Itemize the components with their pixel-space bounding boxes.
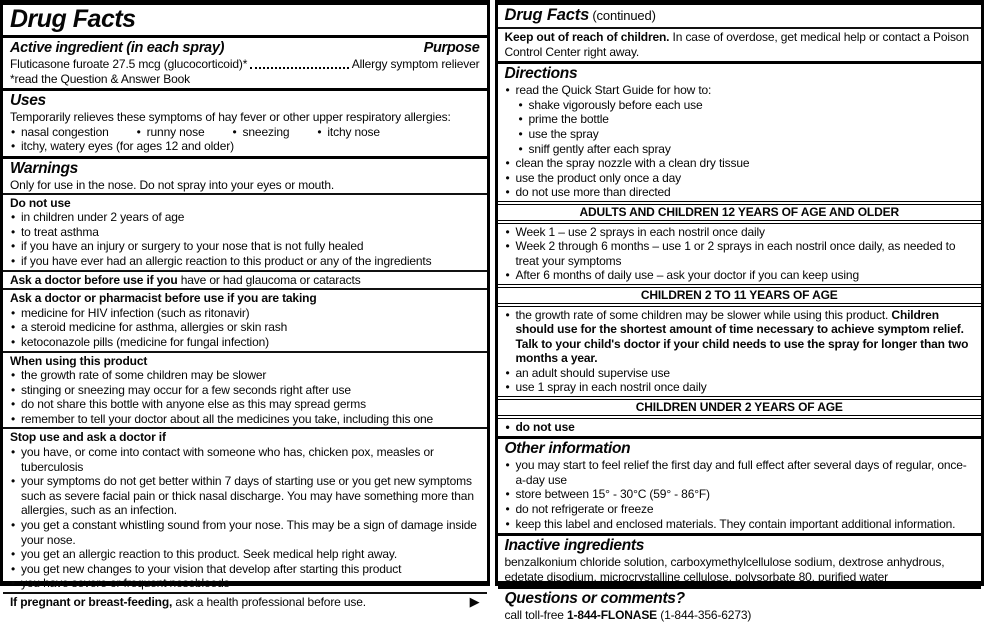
questions-section — [498, 586, 982, 625]
other-information-section — [498, 436, 982, 533]
bullet-item: • ketoconazole pills (medicine for fungal infection) — [10, 335, 480, 350]
questions-phone-line — [505, 608, 975, 623]
bullet-item: • if you have an injury or surgery to your nose that is not fully healed — [10, 239, 480, 254]
questions-heading: Questions or comments? — [505, 590, 975, 608]
pregnant-text — [10, 595, 366, 610]
bullet-item: • if you have ever had an allergic reaction to this product or any of the ingredients — [10, 254, 480, 269]
bullet-item: • you get a constant whistling sound from your nose. This may be a sign of damage inside your nose. — [10, 518, 480, 547]
bullet-item: • in children under 2 years of age — [10, 210, 480, 225]
adults-age-header: ADULTS AND CHILDREN 12 YEARS OF AGE AND OLDER — [498, 201, 982, 224]
purpose-value: Allergy symptom reliever — [352, 57, 480, 72]
inactive-ingredients-section — [498, 533, 982, 586]
bullet-item: • stinging or sneezing may occur for a few seconds right after use — [10, 383, 480, 398]
bullet-item: • nasal congestion — [10, 125, 109, 140]
bullet-item: • do not use — [505, 420, 975, 435]
bullet-item: • runny nose — [136, 125, 205, 140]
inactive-ingredients-heading: Inactive ingredients — [505, 537, 975, 555]
keep-out-rest: In case of overdose, get medical help or contact a Poison Control Center right away. — [505, 30, 969, 59]
bullet-item: • Week 1 – use 2 sprays in each nostril once daily — [505, 225, 975, 240]
bullet-item: • medicine for HIV infection (such as ritonavir) — [10, 306, 480, 321]
other-information-heading: Other information — [505, 440, 975, 458]
bullet-item: • Week 2 through 6 months – use 1 or 2 sprays in each nostril once daily, as needed to treat your symptoms — [505, 239, 975, 268]
page-title: Drug Facts — [10, 6, 480, 33]
bullet-item: • clean the spray nozzle with a clean dry tissue — [505, 156, 975, 171]
ask-pharmacist-subsection — [3, 288, 487, 350]
right-panel — [495, 0, 984, 586]
children-2-11-header: CHILDREN 2 TO 11 YEARS OF AGE — [498, 284, 982, 307]
uses-intro: Temporarily relieves these symptoms of hay fever or other upper respiratory allergies: — [10, 110, 480, 125]
bullet-item: • After 6 months of daily use – ask your doctor if you can keep using — [505, 268, 975, 283]
bullet-item: • sneezing — [232, 125, 290, 140]
pregnant-rest: ask a health professional before use. — [175, 595, 366, 609]
ask-doctor-rest: have or had glaucoma or cataracts — [181, 273, 361, 287]
active-ingredient-heading: Active ingredient (in each spray) — [10, 39, 224, 57]
uses-heading: Uses — [10, 92, 480, 110]
pregnant-subsection — [3, 592, 487, 611]
uses-section — [3, 88, 487, 156]
growth-lead: the growth rate of some children may be slower while using this product. — [516, 308, 889, 322]
bullet-item: • you have, or come into contact with someone who has, chicken pox, measles or tuberculosis — [10, 445, 480, 474]
dotted-leader — [250, 67, 348, 69]
ask-pharmacist-heading: Ask a doctor or pharmacist before use if you are taking — [10, 291, 480, 306]
bullet-item: • read the Quick Start Guide for how to: — [505, 83, 975, 98]
bullet-item: • you get an allergic reaction to this product. Seek medical help right away. — [10, 547, 480, 562]
bullet-item: • do not use more than directed — [505, 185, 975, 200]
stop-use-subsection — [3, 427, 487, 592]
keep-out-lead: Keep out of reach of children. — [505, 30, 670, 44]
bullet-item: • prime the bottle — [518, 112, 975, 127]
bullet-item: • you get new changes to your vision that develop after starting this product — [10, 562, 480, 577]
directions-section — [498, 61, 982, 436]
bullet-item: • an adult should supervise use — [505, 366, 975, 381]
warnings-section — [3, 156, 487, 613]
ingredient-name: Fluticasone furoate 27.5 mcg (glucocorticoid)* — [10, 57, 247, 72]
bullet-item: • use the spray — [518, 127, 975, 142]
bullet-item: • do not refrigerate or freeze — [505, 502, 975, 517]
page-title-continued: Drug Facts — [505, 6, 590, 24]
stop-use-heading: Stop use and ask a doctor if — [10, 430, 480, 445]
bullet-item: • sniff gently after each spray — [518, 142, 975, 157]
bullet-item: • a steroid medicine for asthma, allergies or skin rash — [10, 320, 480, 335]
continued-title-section — [498, 5, 982, 27]
ask-doctor-subsection — [3, 270, 487, 289]
children-under-2-header: CHILDREN UNDER 2 YEARS OF AGE — [498, 396, 982, 419]
ask-doctor-lead: Ask a doctor before use if you — [10, 273, 178, 287]
do-not-use-subsection — [3, 193, 487, 270]
warnings-heading: Warnings — [10, 160, 480, 178]
uses-inline-bullets — [10, 125, 480, 140]
drug-facts-title-section — [3, 5, 487, 35]
directions-heading: Directions — [505, 65, 975, 83]
bullet-item: • store between 15° - 30°C (59° - 86°F) — [505, 487, 975, 502]
ingredient-footnote: *read the Question & Answer Book — [10, 72, 480, 87]
when-using-subsection — [3, 351, 487, 428]
left-panel — [0, 0, 490, 586]
bullet-item: • remember to tell your doctor about all the medicines you take, including this one — [10, 412, 480, 427]
keep-out-section — [498, 27, 982, 61]
bullet-item: • use the product only once a day — [505, 171, 975, 186]
pregnant-lead: If pregnant or breast-feeding, — [10, 595, 172, 609]
bullet-item: • you have severe or frequent nosebleeds — [10, 576, 480, 591]
phone-number-rest: (1-844-356-6273) — [660, 608, 751, 622]
purpose-heading: Purpose — [424, 39, 480, 57]
continue-arrow-icon: ▶ — [470, 595, 480, 609]
ingredient-row — [10, 57, 480, 72]
bullet-item: • shake vigorously before each use — [518, 98, 975, 113]
bullet-item: • itchy nose — [316, 125, 380, 140]
phone-number-bold: 1-844-FLONASE — [567, 608, 657, 622]
bullet-item: • the growth rate of some children may be slower — [10, 368, 480, 383]
growth-bold: Children should use for the shortest amount of time necessary to achieve symptom relief. Talk to your child's doctor if your child needs to use the spray for longer than two months a year. — [516, 308, 969, 366]
bullet-item: • do not share this bottle with anyone else as this may spread germs — [10, 397, 480, 412]
bullet-item: • itchy, watery eyes (for ages 12 and older) — [10, 139, 480, 154]
bullet-item — [505, 308, 975, 366]
bullet-item: • to treat asthma — [10, 225, 480, 240]
when-using-heading: When using this product — [10, 354, 480, 369]
bullet-item: • use 1 spray in each nostril once daily — [505, 380, 975, 395]
bullet-item: • your symptoms do not get better within 7 days of starting use or you get new symptoms such as severe facial pain or thick nasal discharge. You may have something more than allergies, such as an infection. — [10, 474, 480, 518]
warnings-intro: Only for use in the nose. Do not spray into your eyes or mouth. — [10, 178, 480, 193]
inactive-ingredients-text: benzalkonium chloride solution, carboxymethylcellulose sodium, dextrose anhydrous, edetate disodium, microcrystalline cellulose, polysorbate 80, purified water — [505, 555, 975, 584]
do-not-use-heading: Do not use — [10, 196, 480, 211]
bullet-item: • you may start to feel relief the first day and full effect after several days of regular, once-a-day use — [505, 458, 975, 487]
bullet-item: • keep this label and enclosed materials. They contain important additional information. — [505, 517, 975, 532]
continued-suffix: (continued) — [592, 8, 655, 23]
phone-lead: call toll-free — [505, 608, 564, 622]
active-ingredient-section — [3, 35, 487, 88]
